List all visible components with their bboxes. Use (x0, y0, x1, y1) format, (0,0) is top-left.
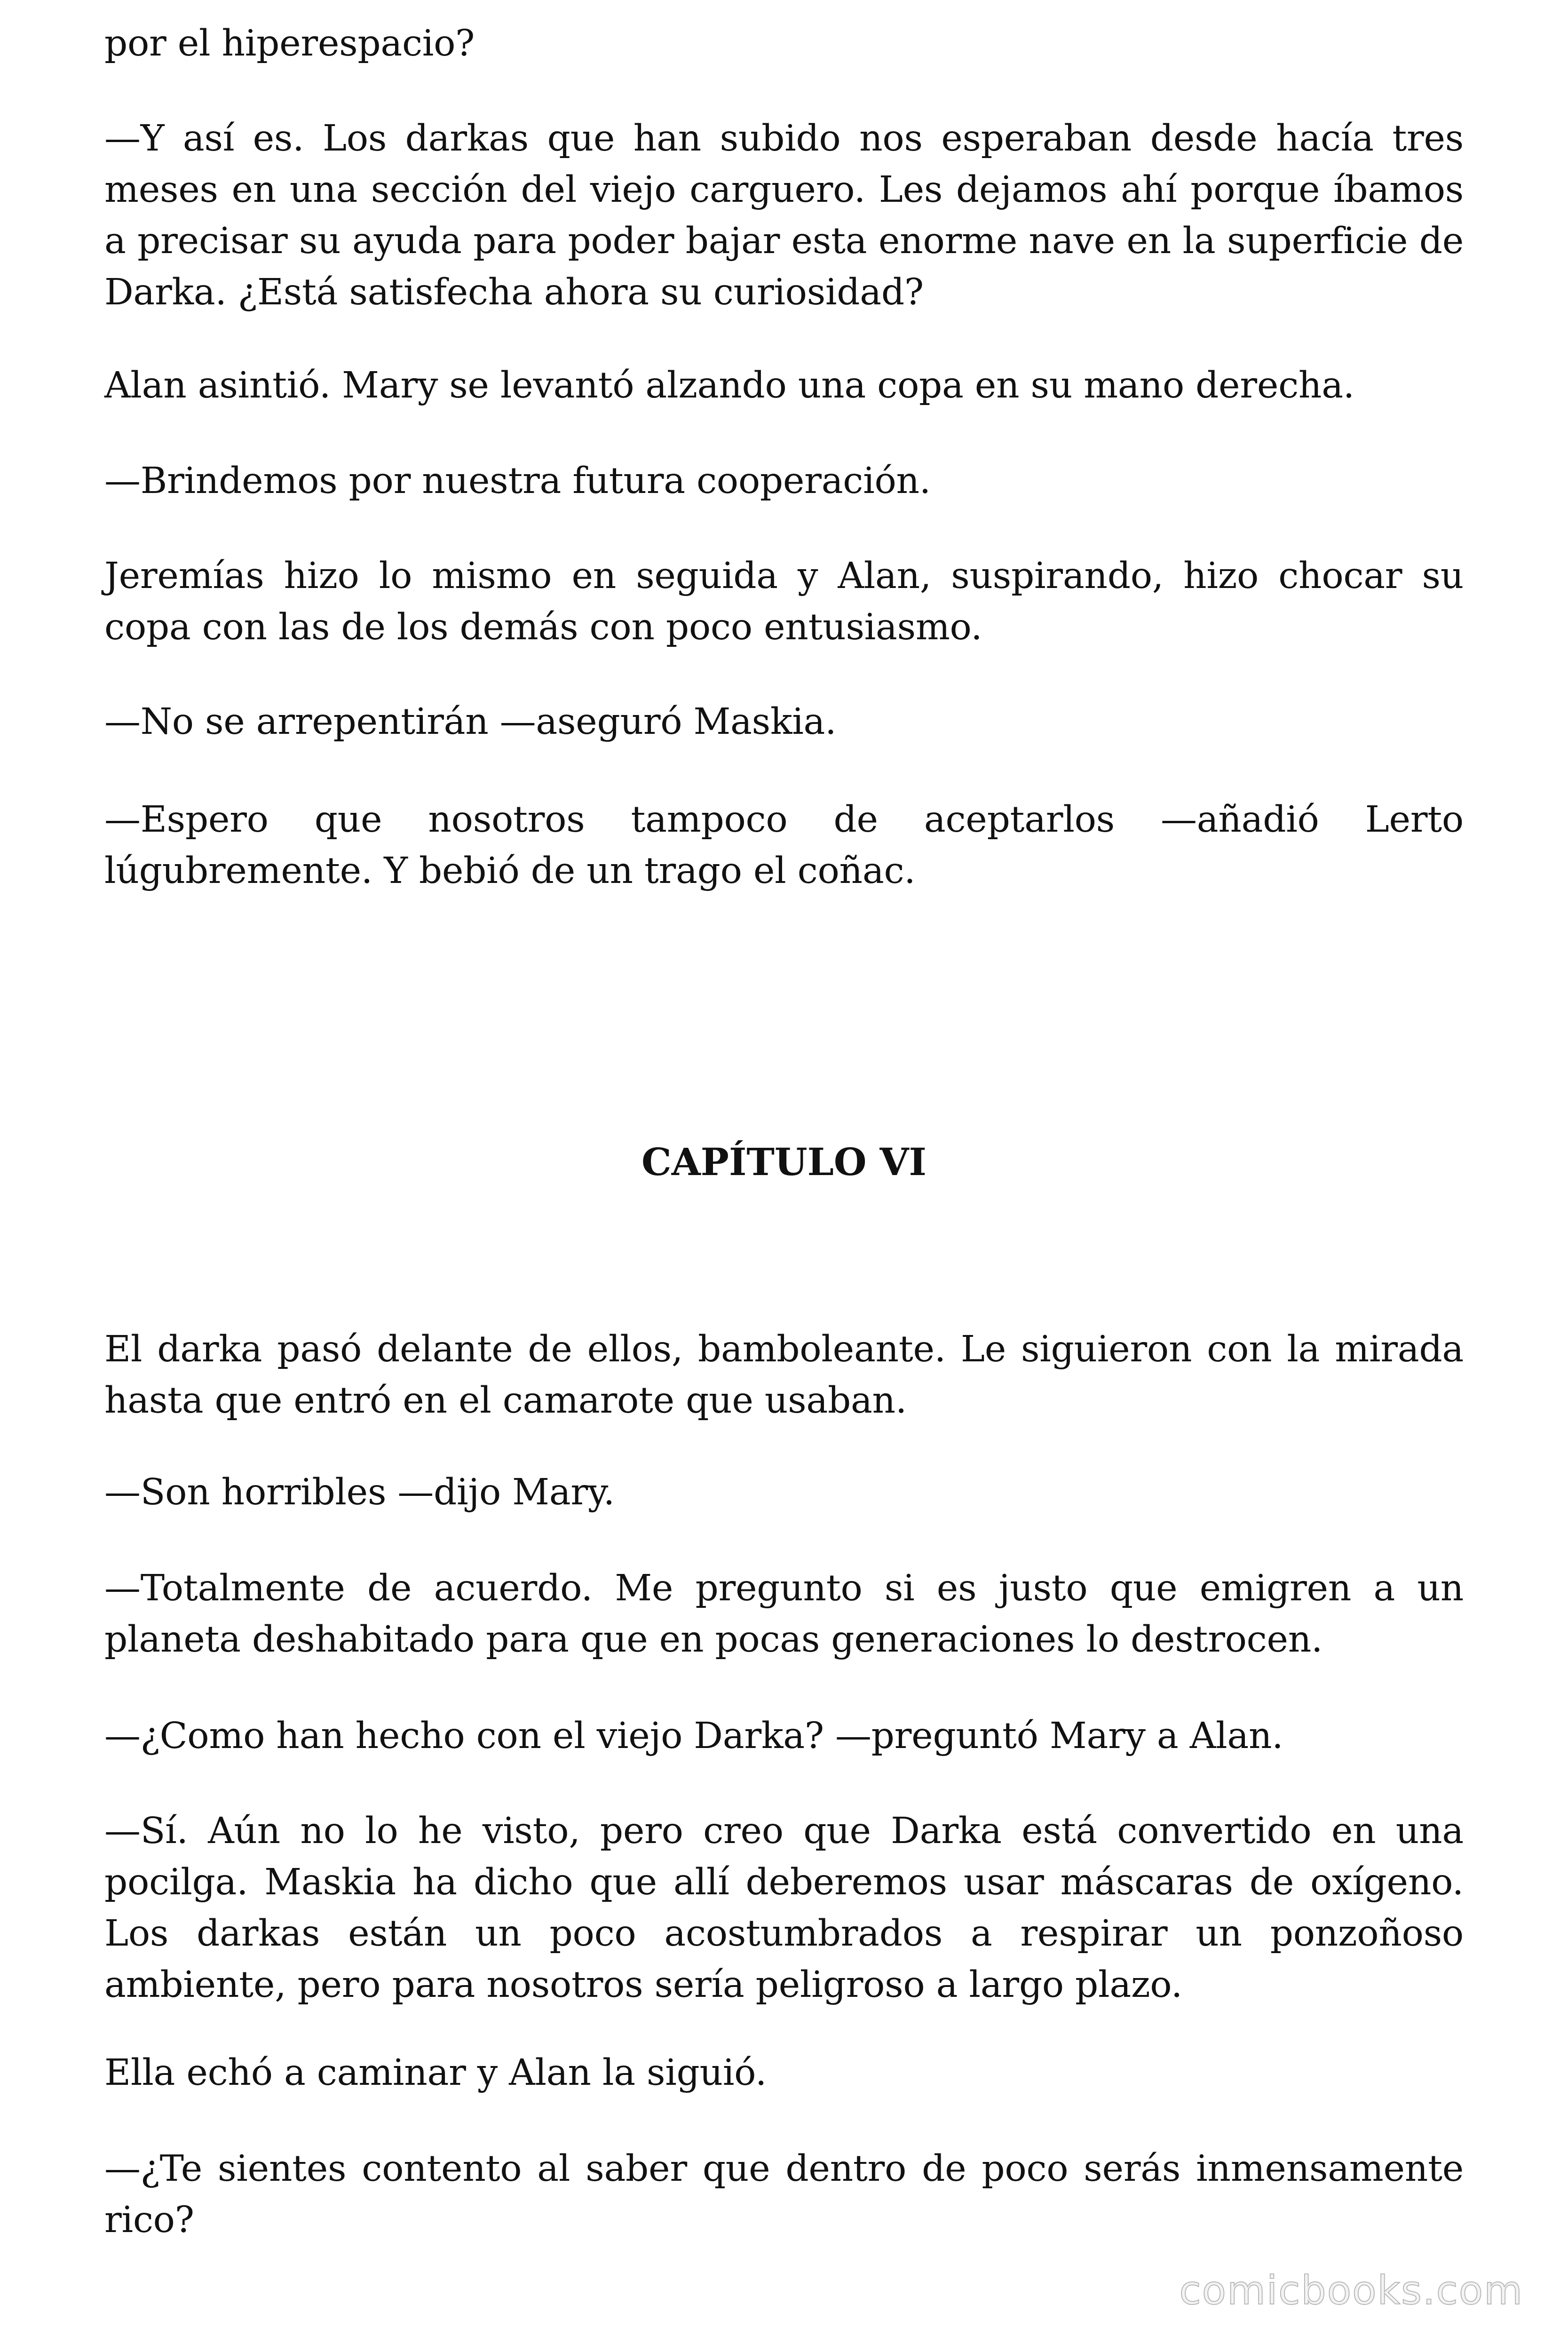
paragraph: —¿Te sientes contento al saber que dentro de poco serás inmensamente rico? (104, 2148, 1464, 2241)
paragraph: —Brindemos por nuestra futura cooperación. (104, 460, 931, 502)
paragraph: —Sí. Aún no lo he visto, pero creo que Darka está convertido en una pocilga. Maskia ha dicho que allí deberemos usar máscaras de oxígeno. Los darkas están un poco acostumbrados a respirar un ponzoñoso ambiente, pero para nosotros sería peligroso a largo plazo. (104, 1810, 1464, 2006)
paragraph: —No se arrepentirán —aseguró Maskia. (104, 701, 837, 743)
paragraph: —Totalmente de acuerdo. Me pregunto si es justo que emigren a un planeta deshabitado para que en pocas generaciones lo destrocen. (104, 1567, 1464, 1661)
chapter-title: CAPÍTULO VI (641, 1140, 927, 1184)
paragraph: por el hiperespacio? (104, 23, 475, 64)
paragraph: Alan asintió. Mary se levantó alzando una copa en su mano derecha. (104, 365, 1354, 406)
paragraph: Jeremías hizo lo mismo en seguida y Alan, suspirando, hizo chocar su copa con las de los demás con poco entusiasmo. (104, 555, 1464, 648)
paragraph: —Y así es. Los darkas que han subido nos esperaban desde hacía tres meses en una sección del viejo carguero. Les dejamos ahí porque íbamos a precisar su ayuda para poder bajar esta enorme nave en la superficie de Darka. ¿Está satisfecha ahora su curiosidad? (104, 118, 1464, 313)
paragraph: Ella echó a caminar y Alan la siguió. (104, 2052, 767, 2094)
paragraph: El darka pasó delante de ellos, bamboleante. Le siguieron con la mirada hasta que entró en el camarote que usaban. (104, 1328, 1464, 1422)
paragraph: —Espero que nosotros tampoco de aceptarlos —añadió Lerto lúgubremente. Y bebió de un trago el coñac. (104, 799, 1464, 892)
paragraph: —Son horribles —dijo Mary. (104, 1471, 615, 1513)
paragraph: —¿Como han hecho con el viejo Darka? —preguntó Mary a Alan. (104, 1715, 1283, 1757)
watermark: comicbooks.com (1179, 2267, 1523, 2313)
